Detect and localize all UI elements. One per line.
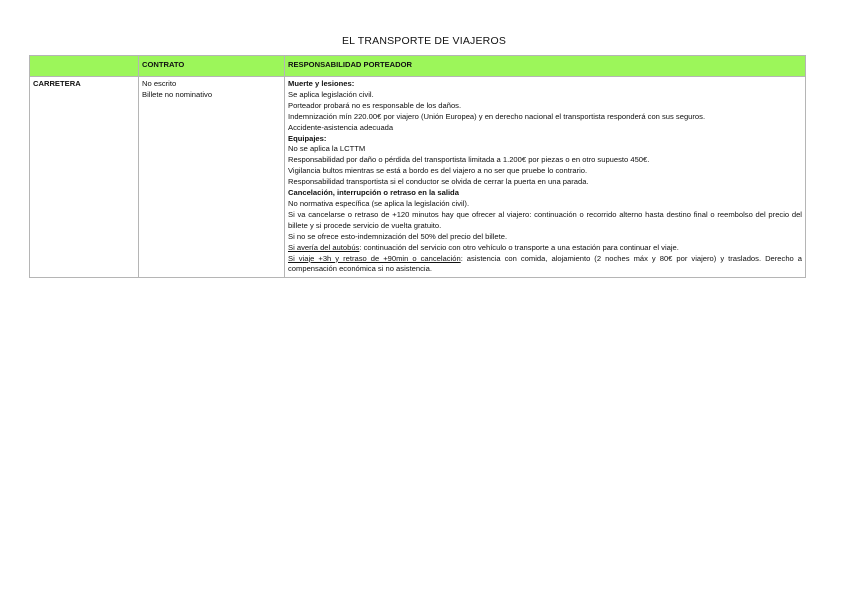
transport-table — [29, 55, 806, 278]
luggage-line: No se aplica la LCTTM — [288, 144, 366, 154]
breakdown-text: : continuación del servicio con otro vehículo o transporte a una estación para continuar el viaje. — [359, 242, 679, 252]
table-row — [30, 77, 806, 278]
page-title: EL TRANSPORTE DE VIAJEROS — [341, 35, 507, 47]
header-cell-responsabilidad: RESPONSABILIDAD PORTEADOR — [285, 56, 806, 77]
contrato-line: Billete no nominativo — [142, 89, 213, 99]
luggage-line: Responsabilidad por daño o pérdida del transportista limitada a 1.200€ por piezas o en otro supuesto 450€. — [288, 155, 650, 165]
luggage-line: Vigilancia bultos mientras se está a bordo es del viajero a no ser que pruebe lo contrario. — [288, 166, 588, 176]
cancel-line: Si va cancelarse o retraso de +120 minutos hay que ofrecer al viajero: continuación o recorrido alterno hasta destino final o reembolso del precio del billete y si procede servicio de vuelta gratuito. — [288, 209, 802, 230]
delay-line — [288, 254, 802, 276]
breakdown-label: Si avería del autobús — [288, 242, 360, 252]
cancel-line: No normativa específica (se aplica la legislación civil). — [288, 198, 470, 208]
breakdown-line — [288, 243, 802, 254]
responsabilidad-cell — [285, 77, 806, 278]
death-heading: Muerte y lesiones: — [288, 79, 355, 88]
luggage-line: Responsabilidad transportista si el conductor se olvida de cerrar la puerta en una parada. — [288, 177, 589, 187]
row-label-carretera: CARRETERA — [30, 77, 139, 278]
cancel-line: Si no se ofrece esto-indemnización del 50% del precio del billete. — [288, 231, 508, 241]
death-line: Porteador probará no es responsable de los daños. — [288, 100, 462, 110]
death-line: Se aplica legislación civil. — [288, 89, 374, 99]
delay-text: : asistencia con comida, alojamiento (2 noches máx y 80€ por viajero) y traslados. Derecho a compensación económica si no asistencia. — [288, 253, 803, 274]
delay-label: Si viaje +3h y retraso de +90min o cancelación — [288, 253, 461, 263]
table-header-row — [30, 56, 806, 77]
cancel-heading: Cancelación, interrupción o retraso en la salida — [288, 188, 459, 198]
luggage-heading: Equipajes: — [288, 133, 327, 143]
contrato-line: No escrito — [142, 79, 177, 88]
contrato-cell — [139, 77, 285, 278]
death-line: Accidente-asistencia adecuada — [288, 122, 394, 132]
header-cell-contrato: CONTRATO — [139, 56, 285, 77]
header-cell-empty — [30, 56, 139, 77]
death-line: Indemnización mín 220.00€ por viajero (Unión Europea) y en derecho nacional el transportista responderá con sus seguros. — [288, 111, 706, 121]
